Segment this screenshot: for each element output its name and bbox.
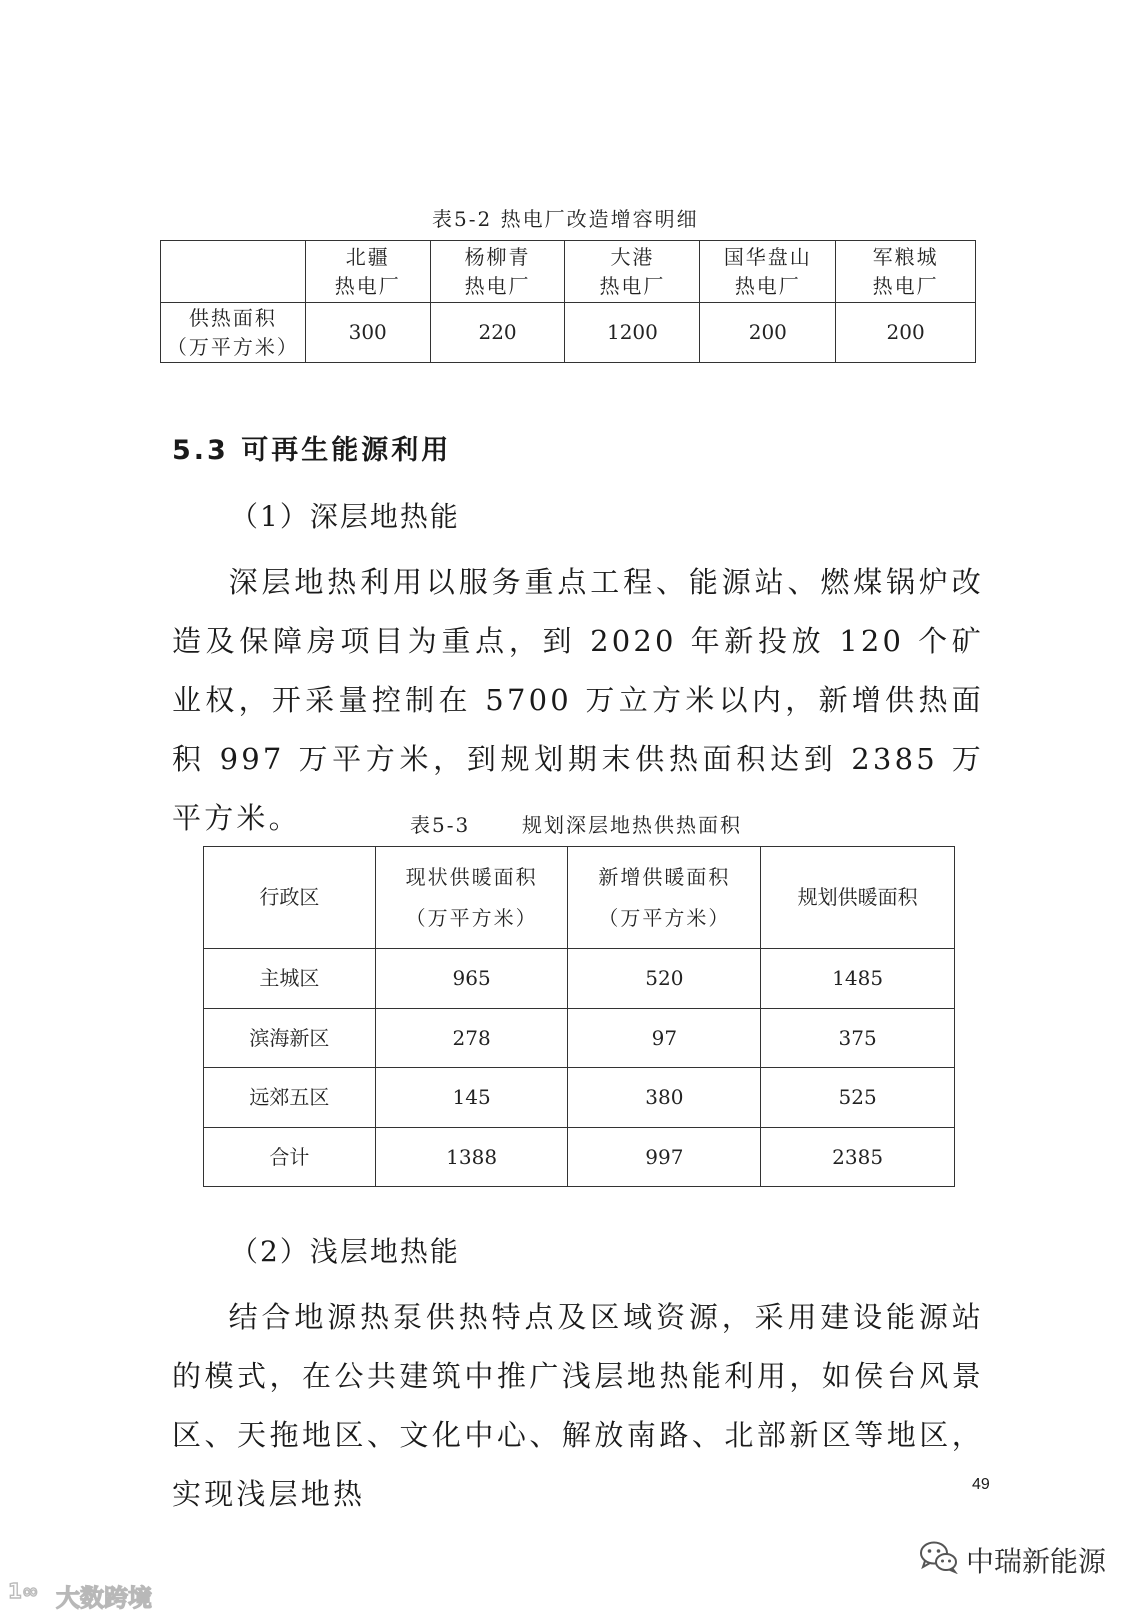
table2-header-cell: 行政区 [204, 847, 376, 949]
table1-header-cell: 杨柳青 热电厂 [430, 241, 565, 303]
table1-header-cell: 国华盘山 热电厂 [700, 241, 836, 303]
table1-header-cell: 大港 热电厂 [565, 241, 700, 303]
page-number: 49 [972, 1476, 990, 1493]
paragraph-shallow-geothermal: 结合地源热泵供热特点及区域资源，采用建设能源站的模式，在公共建筑中推广浅层地热能利用，如侯台风景区、天拖地区、文化中心、解放南路、北部新区等地区，实现浅层地热 [172, 1300, 984, 1511]
table1-row-label: 供热面积 （万平方米） [161, 303, 306, 363]
table2-current-cell: 278 [375, 1009, 568, 1068]
table-row [204, 1128, 955, 1187]
table2-planned-cell: 525 [761, 1068, 955, 1128]
table2-current-cell: 145 [375, 1068, 568, 1128]
watermark-account-name: 中瑞新能源 [966, 1545, 1107, 1578]
table1-data-row [161, 303, 976, 363]
table-row [204, 949, 955, 1009]
svg-text:1∞: 1∞ [8, 1579, 39, 1603]
table2-header-row [204, 847, 955, 949]
table2-new-cell: 520 [568, 949, 761, 1009]
table2-new-cell: 997 [568, 1128, 761, 1187]
table1-header-cell: 北疆 热电厂 [305, 241, 430, 303]
table1-value-cell: 220 [430, 303, 565, 363]
table-row [204, 1009, 955, 1068]
table1-value-cell: 300 [305, 303, 430, 363]
table2-region-cell: 滨海新区 [204, 1009, 376, 1068]
subsection-shallow-geothermal: （2）浅层地热能 [230, 1235, 460, 1268]
table2-planned-cell: 2385 [761, 1128, 955, 1187]
watermark-logo-icon [8, 1578, 52, 1604]
table2-planned-cell: 1485 [761, 949, 955, 1009]
table1-caption: 表5-2 热电厂改造增容明细 [432, 207, 699, 231]
table1-value-cell: 1200 [565, 303, 700, 363]
paragraph-deep-geothermal: 深层地热利用以服务重点工程、能源站、燃煤锅炉改造及保障房项目为重点，到 2020 年新投放 120 个矿业权，开采量控制在 5700 万立方米以内，新增供热面积 997 万平方米，到规划期末供热面积达到 2385 万平方米。 [172, 565, 984, 835]
table2-planned-cell: 375 [761, 1009, 955, 1068]
table2-region-cell: 合计 [204, 1128, 376, 1187]
table1-corner-cell [161, 241, 306, 303]
table2-caption-title: 规划深层地热供热面积 [522, 813, 742, 837]
subsection-deep-geothermal: （1）深层地热能 [230, 500, 460, 533]
table1-value-cell: 200 [700, 303, 836, 363]
table2-header-cell: 规划供暖面积 [761, 847, 955, 949]
table-geothermal-area [203, 846, 955, 1187]
table2-new-cell: 97 [568, 1009, 761, 1068]
table2-caption-number: 表5-3 [410, 813, 471, 837]
table-row [204, 1068, 955, 1128]
watermark-brand-text: 大数跨境 [56, 1584, 152, 1612]
table1-header-cell: 军粮城 热电厂 [836, 241, 976, 303]
table2-new-cell: 380 [568, 1068, 761, 1128]
table2-current-cell: 965 [375, 949, 568, 1009]
table-plant-capacity [160, 240, 976, 363]
wechat-icon [919, 1540, 959, 1574]
table2-region-cell: 远郊五区 [204, 1068, 376, 1128]
table2-header-cell: 现状供暖面积 （万平方米） [375, 847, 568, 949]
table2-region-cell: 主城区 [204, 949, 376, 1009]
table1-value-cell: 200 [836, 303, 976, 363]
table2-current-cell: 1388 [375, 1128, 568, 1187]
table1-header-row [161, 241, 976, 303]
table2-header-cell: 新增供暖面积 （万平方米） [568, 847, 761, 949]
section-heading: 5.3 可再生能源利用 [172, 435, 452, 466]
